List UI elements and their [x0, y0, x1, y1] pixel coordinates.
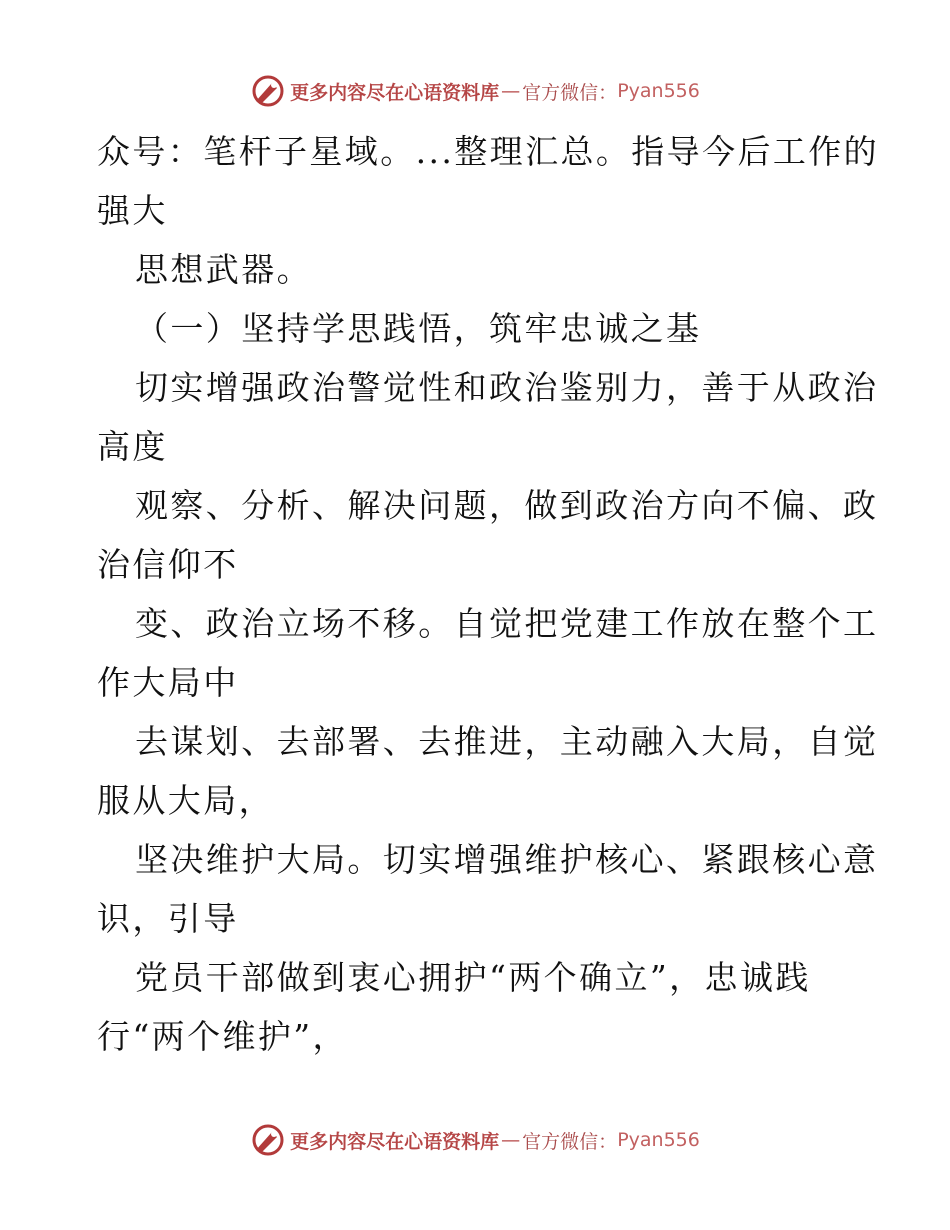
- text-line: 作大局中: [97, 663, 239, 702]
- watermark-site-name: 更多内容尽在心语资料库: [290, 1130, 500, 1153]
- text-line: 切实增强政治警觉性和政治鉴别力，善于从政治: [135, 368, 879, 407]
- text-line: 高度: [97, 427, 168, 466]
- watermark-wechat-label: 官方微信：: [522, 81, 618, 104]
- text-line: 强大: [97, 191, 168, 230]
- text-line: 变、政治立场不移。自觉把党建工作放在整个工: [135, 604, 879, 643]
- text-line: 服从大局，: [97, 781, 274, 820]
- text-line: 识，引导: [97, 899, 239, 938]
- watermark-wechat-label: 官方微信：: [522, 1130, 618, 1153]
- document-body: [97, 122, 880, 1066]
- watermark-dash: —: [501, 80, 521, 102]
- watermark-site-name: 更多内容尽在心语资料库: [290, 81, 500, 104]
- watermark-wechat-id: Pyan556: [617, 80, 700, 102]
- footer-watermark: [0, 1120, 950, 1160]
- pen-nib-icon: [250, 73, 286, 109]
- pen-nib-icon: [250, 1122, 286, 1158]
- text-line: 坚决维护大局。切实增强维护核心、紧跟核心意: [135, 840, 879, 879]
- text-line: 去谋划、去部署、去推进，主动融入大局，自觉: [135, 722, 879, 761]
- section-heading: （一）坚持学思践悟，筑牢忠诚之基: [135, 309, 702, 348]
- text-line: 行“两个维护”，: [97, 1017, 348, 1056]
- text-line: 思想武器。: [135, 250, 312, 289]
- text-line: 众号：笔杆子星域。...整理汇总。指导今后工作的: [97, 132, 880, 171]
- watermark-wechat-id: Pyan556: [617, 1129, 700, 1151]
- text-line: 观察、分析、解决问题，做到政治方向不偏、政: [135, 486, 879, 525]
- text-line: 党员干部做到衷心拥护“两个确立”，忠诚践: [135, 958, 811, 997]
- watermark-dash: —: [501, 1129, 521, 1151]
- text-line: 治信仰不: [97, 545, 239, 584]
- header-watermark: [0, 71, 950, 111]
